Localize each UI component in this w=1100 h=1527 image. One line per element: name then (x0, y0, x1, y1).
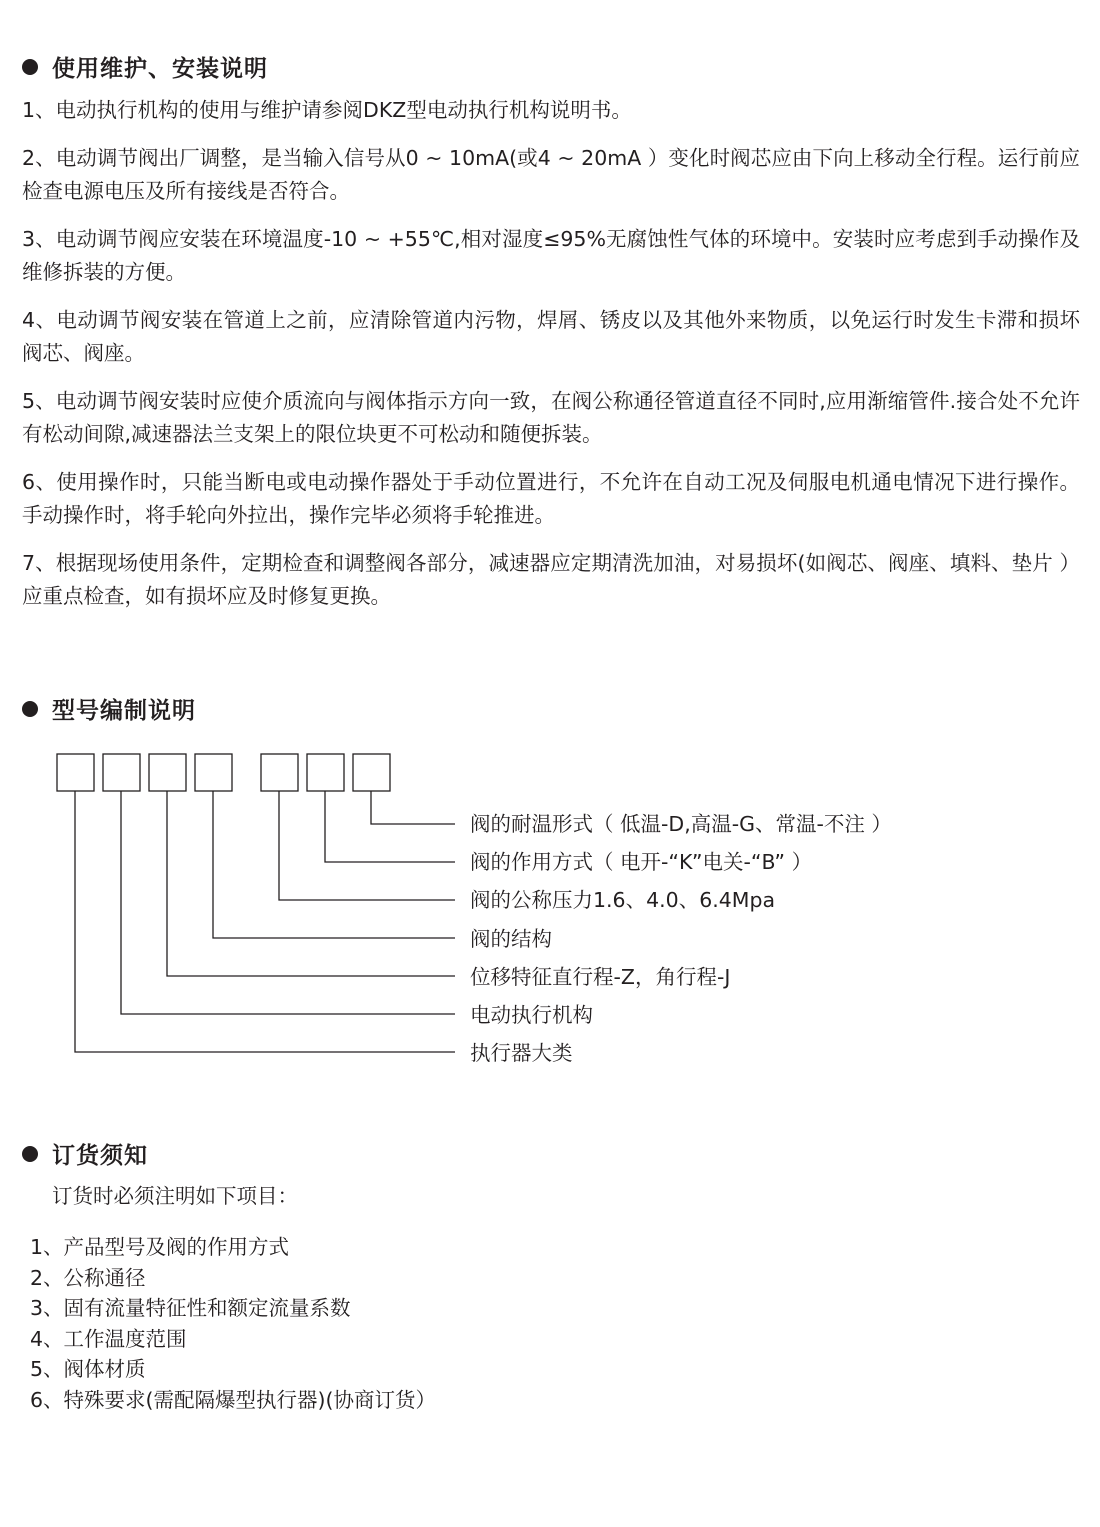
list-item: 2、公称通径 (30, 1265, 146, 1290)
label-actuator-class: 执行器大类 (470, 1041, 573, 1065)
paragraph: 6、使用操作时，只能当断电或电动操作器处于手动位置进行，不允许在自动工况及伺服电机通电情况下进行操作。手动操作时，将手轮向外拉出，操作完毕必须将手轮推进。 (22, 470, 1080, 527)
ordering-intro: 订货时必须注明如下项目： (52, 1184, 298, 1208)
section-heading-ordering (22, 1137, 148, 1170)
paragraph: 1、电动执行机构的使用与维护请参阅DKZ型电动执行机构说明书。 (22, 98, 632, 122)
code-box-1 (57, 754, 94, 791)
label-electric-actuator: 电动执行机构 (470, 1003, 593, 1027)
label-action-mode: 阀的作用方式（ 电开-“K”电关-“B” ） (470, 850, 813, 874)
code-box-5 (261, 754, 298, 791)
paragraph: 3、电动调节阀应安装在环境温度-10 ~ +55℃,相对湿度≤95%无腐蚀性气体的环境中。安装时应考虑到手动操作及维修拆装的方便。 (22, 227, 1080, 284)
label-temperature-type: 阀的耐温形式（ 低温-D,高温-G、常温-不注 ） (470, 812, 892, 836)
section-title: 型号编制说明 (52, 698, 196, 724)
paragraph: 2、电动调节阀出厂调整，是当输入信号从0 ~ 10mA(或4 ~ 20mA ）变化时阀芯应由下向上移动全行程。运行前应检查电源电压及所有接线是否符合。 (22, 146, 1080, 203)
section-title: 订货须知 (52, 1143, 148, 1169)
leader-line-3 (279, 791, 455, 900)
label-stroke-type: 位移特征直行程-Z，角行程-J (470, 965, 731, 989)
code-box-3 (149, 754, 186, 791)
list-item: 6、特殊要求(需配隔爆型执行器)(协商订货） (30, 1387, 437, 1412)
code-box-6 (307, 754, 344, 791)
leader-line-7 (75, 791, 455, 1052)
paragraph: 7、根据现场使用条件，定期检查和调整阀各部分，减速器应定期清洗加油，对易损坏(如阀芯、阀座、填料、垫片 ）应重点检查，如有损坏应及时修复更换。 (22, 551, 1080, 608)
list-item: 4、工作温度范围 (30, 1326, 187, 1351)
label-valve-structure: 阀的结构 (470, 927, 552, 951)
paragraph: 5、电动调节阀安装时应使介质流向与阀体指示方向一致，在阀公称通径管道直径不同时,应用渐缩管件.接合处不允许有松动间隙,减速器法兰支架上的限位块更不可松动和随便拆装。 (22, 389, 1080, 446)
leader-line-2 (325, 791, 455, 862)
ordering-list (30, 1232, 436, 1415)
section-title: 使用维护、安装说明 (52, 56, 268, 82)
list-item: 3、固有流量特征性和额定流量系数 (30, 1296, 351, 1320)
label-nominal-pressure: 阀的公称压力1.6、4.0、6.4Mpa (470, 888, 776, 912)
code-box-7 (353, 754, 390, 791)
code-box-2 (103, 754, 140, 791)
list-item: 5、阀体材质 (30, 1357, 146, 1381)
code-box-4 (195, 754, 232, 791)
paragraph: 4、电动调节阀安装在管道上之前，应清除管道内污物，焊屑、锈皮以及其他外来物质，以免运行时发生卡滞和损坏阀芯、阀座。 (22, 308, 1080, 365)
list-item: 1、产品型号及阀的作用方式 (30, 1235, 290, 1259)
leader-line-1 (371, 791, 455, 824)
bullet-icon (22, 1146, 38, 1162)
leader-line-5 (167, 791, 455, 976)
leader-line-4 (213, 791, 455, 938)
